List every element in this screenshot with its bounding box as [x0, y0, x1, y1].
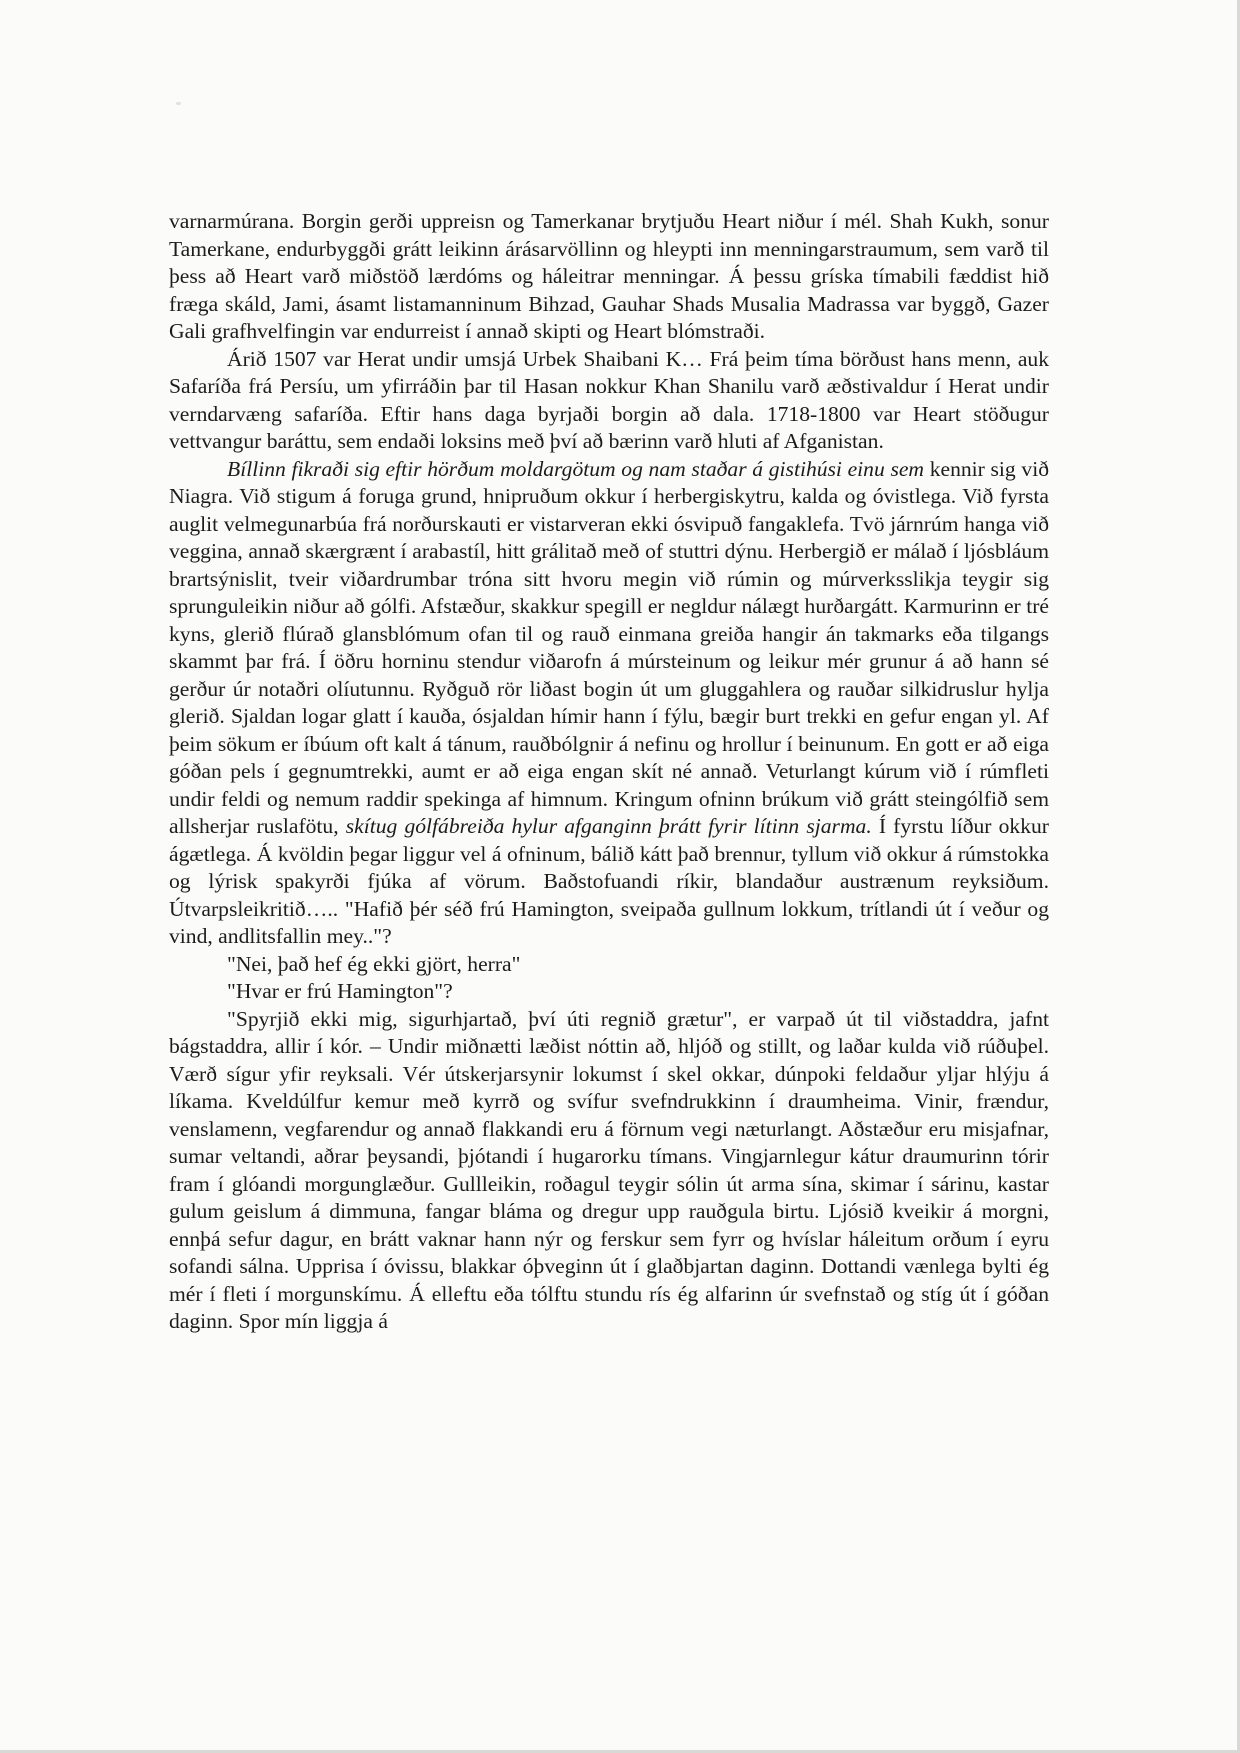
paragraph-3	[169, 456, 1049, 951]
paragraph-text: kennir sig við Niagra. Við stigum á foruga grund, hnipruðum okkur í herbergiskytru, kalda og óvistlega. Við fyrsta auglit velmegunarbúa frá norðurskauti er vistarveran ekki ósvipuð fangaklefa. Tvö járnrúm hanga við veggina, annað skærgrænt í arabastíl, hitt grálitað með of stuttri dýnu. Herbergið er málað í ljósbláum brartsýnislit, tveir viðardrumbar tróna sitt hvoru megin við rúmin og múrverksslikja teygir sig sprunguleikin niður að gólfi. Afstæður, skakkur spegill er negldur nálægt hurðargátt. Karmurinn er tré kyns, glerið flúrað glansblómum ofan til og rauð einmana greiða hangir án takmarks eða tilgangs skammt þar frá. Í öðru horninu stendur viðarofn á múrsteinum og leikur mér grunur á að hann sé gerður úr notaðri olíutunnu. Ryðguð rör liðast bogin út um gluggahlera og rauðar silkidruslur hylja glerið. Sjaldan logar glatt í kauða, ósjaldan hímir hann í fýlu, bægir burt trekki en gefur engan yl. Af þeim sökum er íbúum oft kalt á tánum, rauðbólgnir á nefinu og hrollur í beinunum. En gott er að eiga góðan pels í gegnumtrekki, aumt er að eiga engan skít né annað. Veturlangt kúrum við í rúmfleti undir feldi og nemum raddir spekinga af himnum. Kringum ofninn brúkum við grátt steingólfið sem allsherjar ruslafötu,	[169, 456, 1049, 838]
paragraph-text: "Spyrjið ekki mig, sigurhjartað, því úti regnið grætur", er varpað út til viðstaddra, jafnt bágstaddra, allir í kór. – Undir miðnætti læðist nóttin að, hljóð og stillt, og laðar kulda við rúðuþel. Værð sígur yfir reyksali. Vér útskerjarsynir lokumst í skel okkar, dúnpoki feldaður yljar hlýju á líkama. Kveldúlfur kemur með kyrrð og svífur svefndrukkinn í draumheima. Vinir, frændur, venslamenn, vegfarendur og annað flakkandi eru á förnum vegi næturlangt. Aðstæður eru misjafnar, sumar veltandi, aðrar þeysandi, þjótandi í hugarorku tímans. Vingjarnlegur kátur draumurinn tórir fram í glóandi morgunglæður. Gullleikin, roðagul teygir sólin út arma sína, skimar í sárinu, kastar gulum geislum á dimmuna, fangar bláma og dregur upp rauðgula birtu. Ljósið kveikir á morgni, ennþá sefur dagur, en brátt vaknar hann nýr og ferskur sem fyrr og hvíslar háleitum orðum í eyru sofandi sálna. Upprisa í óvissu, blakkar óþveginn út í glaðbjartan daginn. Dottandi vænlega bylti ég mér í fleti í morgunskímu. Á elleftu eða tólftu stundu rís ég alfarinn úr svefnstað og stíg út í góðan daginn. Spor mín liggja á	[169, 1006, 1049, 1333]
paragraph-1	[169, 208, 1049, 346]
dialog-text: "Hvar er frú Hamington"?	[227, 979, 453, 1003]
italic-text: Bíllinn fikraði sig eftir hörðum moldargötum og nam staðar á gistihúsi einu sem	[227, 456, 925, 481]
paragraph-text: varnarmúrana. Borgin gerði uppreisn og Tamerkanar brytjuðu Heart niður í mél. Shah Kukh, sonur Tamerkane, endurbyggði grátt leikinn árásarvöllinn og hleypti inn menningarstraumum, sem varð til þess að Heart varð miðstöð lærdóms og háleitrar menningar. Á þessu gríska tímabili fæddist hið fræga skáld, Jami, ásamt listamanninum Bihzad, Gauhar Shads Musalia Madrassa var byggð, Gazer Gali grafhvelfingin var endurreist í annað skipti og Heart blómstraði.	[169, 209, 1049, 343]
dialog-line-2	[169, 978, 1049, 1006]
paragraph-2	[169, 346, 1049, 456]
dialog-line-1	[169, 951, 1049, 979]
paragraph-text: Í fyrstu líður okkur ágætlega. Á kvöldin þegar liggur vel á ofninum, bálið kátt það brennur, tyllum við okkur á rúmstokka og lýrisk spakyrði fjúka af vörum. Baðstofuandi ríkir, blandaður austrænum reyksiðum. Útvarpsleikritið….. "Hafið þér séð frú Hamington, sveipaða gullnum lokkum, trítlandi út í veður og vind, andlitsfallin mey.."?	[169, 814, 1049, 948]
scan-speck	[176, 102, 181, 105]
paragraph-text: Árið 1507 var Herat undir umsjá Urbek Shaibani K… Frá þeim tíma börðust hans menn, auk Safaríða frá Persíu, um yfirráðin þar til Hasan nokkur Khan Shanilu varð æðstivaldur í Herat undir verndarvæng safaríða. Eftir hans daga byrjaði borgin að dala. 1718-1800 var Heart stöðugur vettvangur baráttu, sem endaði loksins með því að bærinn varð hluti af Afganistan.	[169, 346, 1049, 453]
body-text	[169, 208, 1049, 1336]
italic-text: skítug gólfábreiða hylur afganginn þrátt fyrir lítinn sjarma.	[345, 814, 872, 838]
paragraph-4	[169, 1006, 1049, 1336]
dialog-text: "Nei, það hef ég ekki gjört, herra"	[227, 951, 521, 976]
